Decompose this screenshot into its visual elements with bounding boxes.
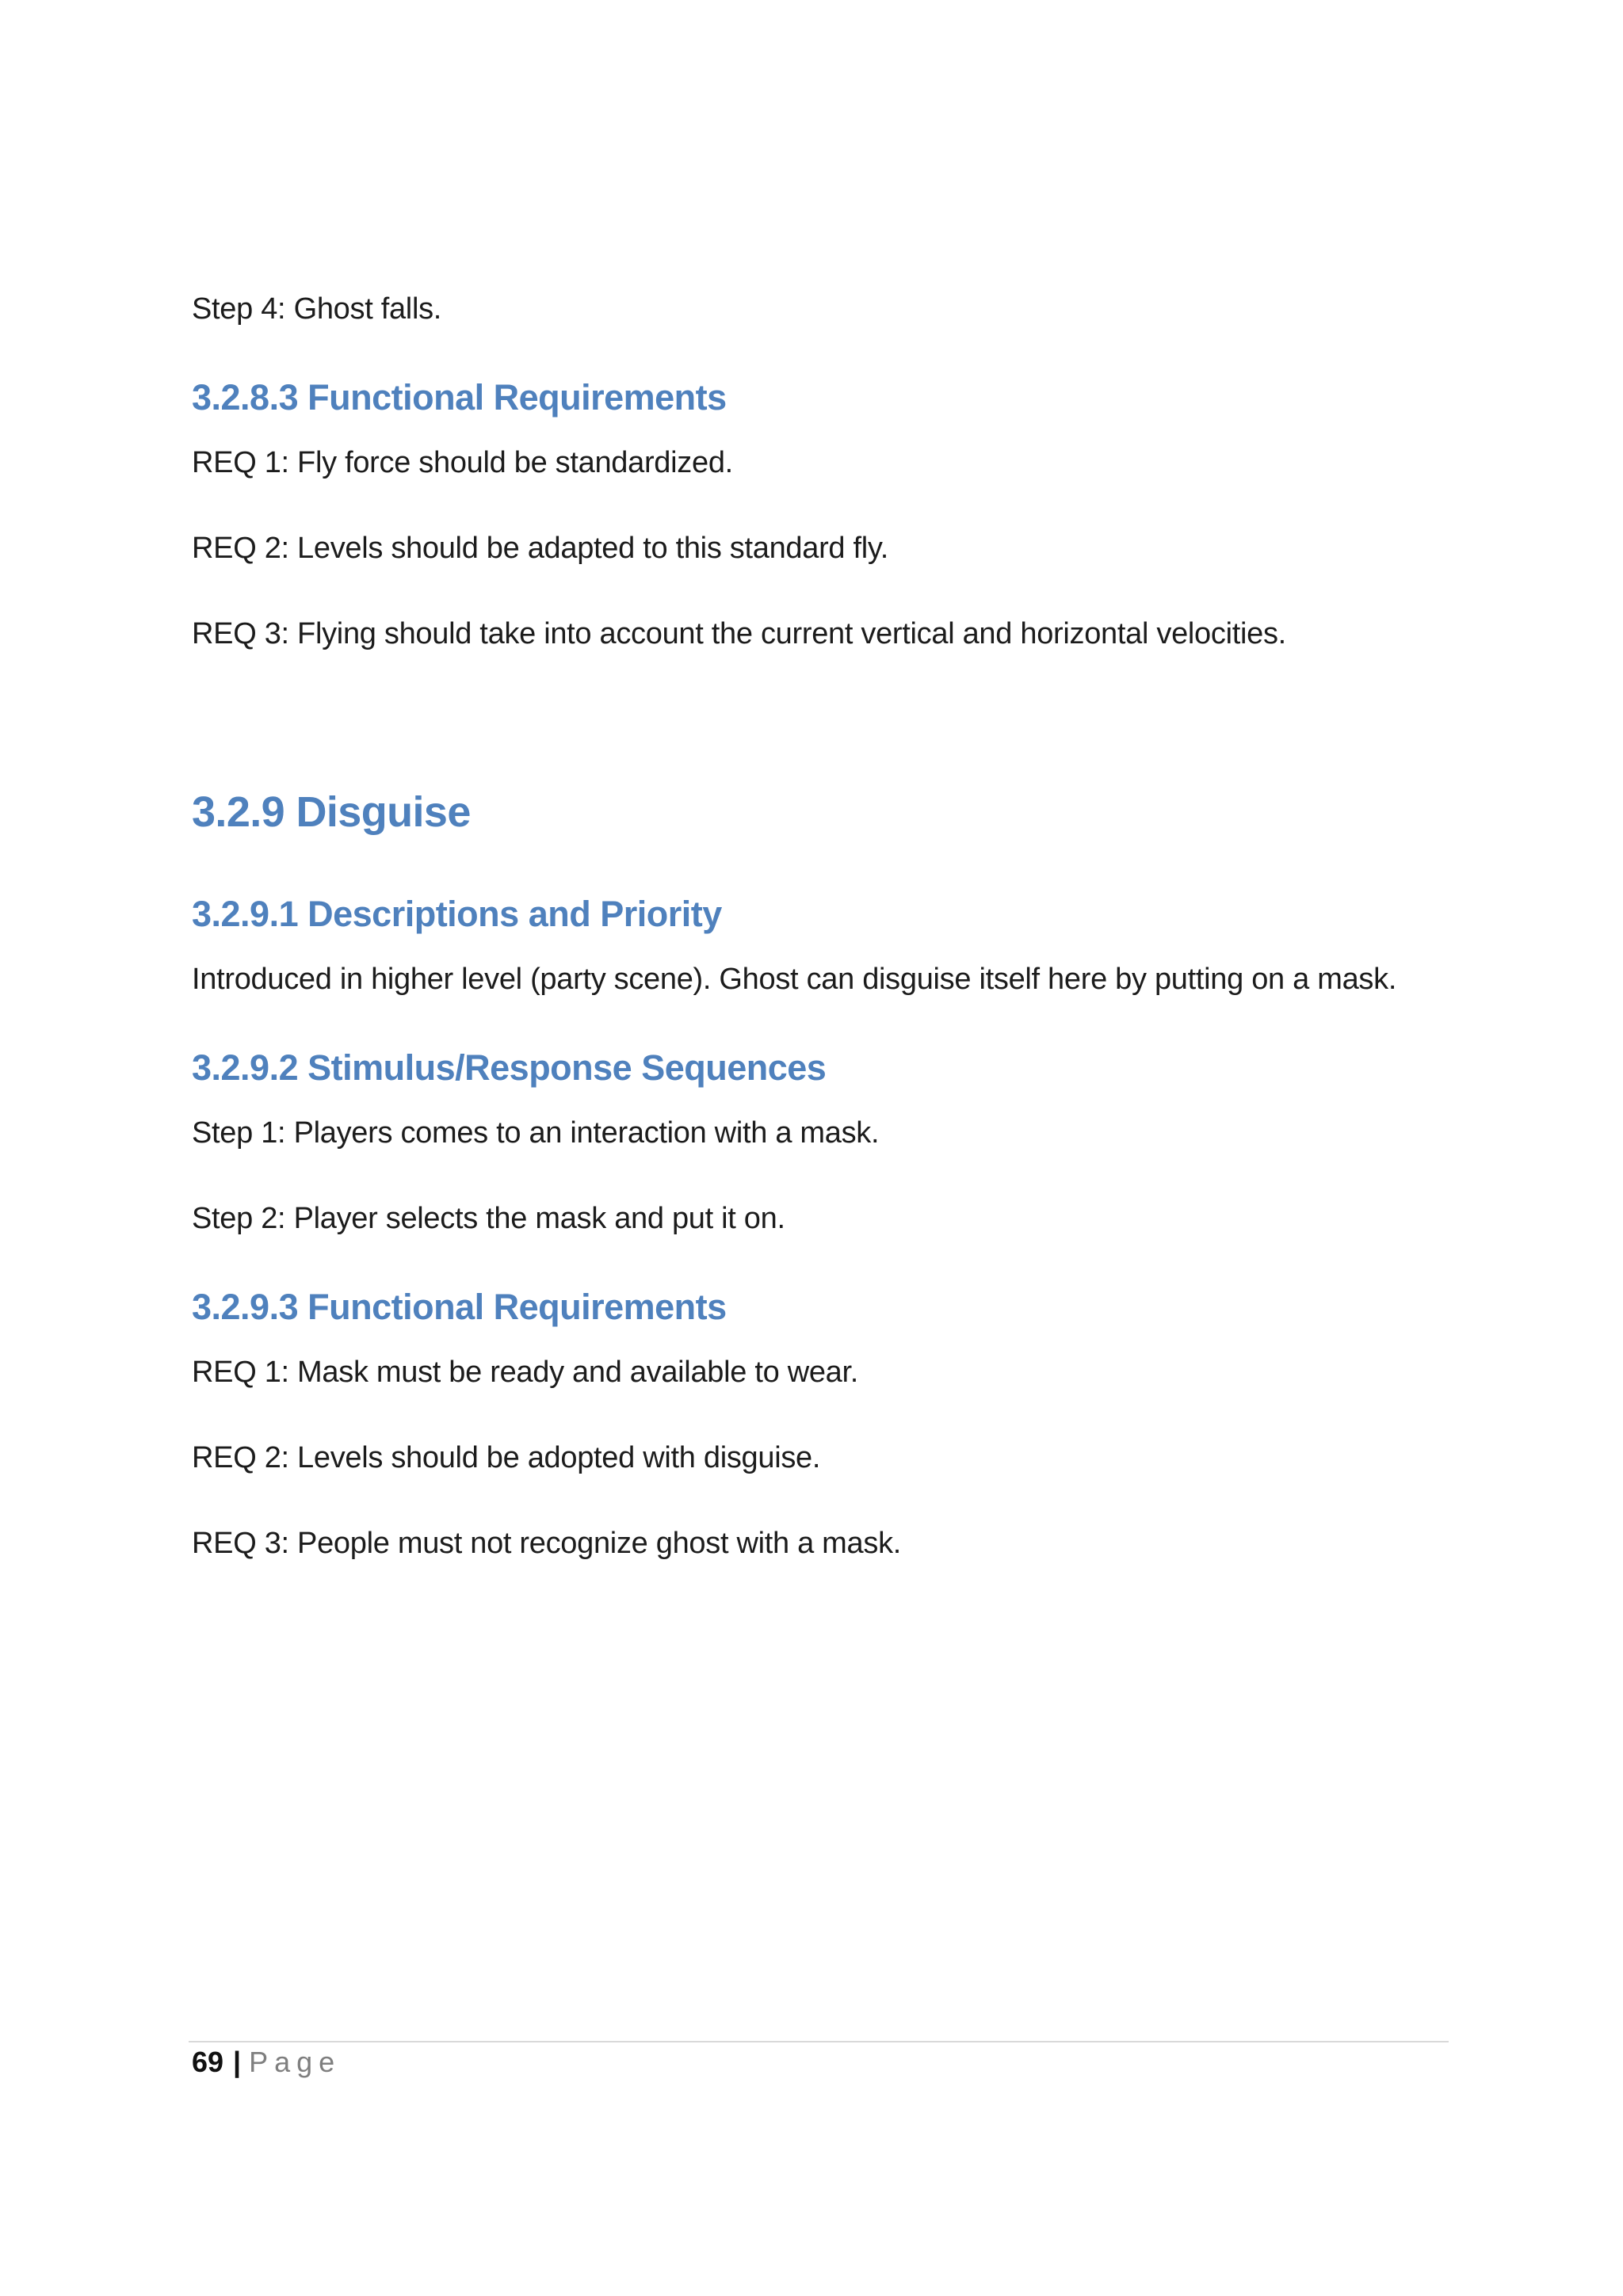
heading-3-2-9-2: 3.2.9.2 Stimulus/Response Sequences bbox=[192, 1047, 827, 1088]
paragraph-disguise-step-2: Step 2: Player selects the mask and put it on. bbox=[192, 1202, 785, 1235]
paragraph-fly-req-2: REQ 2: Levels should be adapted to this standard fly. bbox=[192, 532, 889, 565]
page-label: Page bbox=[249, 2046, 342, 2078]
footer-separator: | bbox=[233, 2046, 242, 2078]
paragraph-fly-req-3: REQ 3: Flying should take into account the current vertical and horizontal velocities. bbox=[192, 617, 1286, 650]
page-footer bbox=[192, 2044, 341, 2081]
paragraph-fly-req-1: REQ 1: Fly force should be standardized. bbox=[192, 446, 733, 479]
heading-3-2-8-3: 3.2.8.3 Functional Requirements bbox=[192, 377, 727, 418]
paragraph-disguise-req-1: REQ 1: Mask must be ready and available to wear. bbox=[192, 1356, 859, 1389]
paragraph-disguise-description: Introduced in higher level (party scene). Ghost can disguise itself here by putting on a mask. bbox=[192, 963, 1397, 996]
page-number: 69 bbox=[192, 2046, 224, 2078]
heading-3-2-9: 3.2.9 Disguise bbox=[192, 788, 471, 836]
footer-divider bbox=[189, 2041, 1449, 2042]
paragraph-disguise-req-2: REQ 2: Levels should be adopted with disguise. bbox=[192, 1441, 821, 1474]
heading-3-2-9-3: 3.2.9.3 Functional Requirements bbox=[192, 1287, 727, 1327]
heading-3-2-9-1: 3.2.9.1 Descriptions and Priority bbox=[192, 894, 722, 934]
paragraph-step-4: Step 4: Ghost falls. bbox=[192, 292, 442, 326]
paragraph-disguise-step-1: Step 1: Players comes to an interaction with a mask. bbox=[192, 1116, 880, 1150]
paragraph-disguise-req-3: REQ 3: People must not recognize ghost with a mask. bbox=[192, 1527, 902, 1560]
